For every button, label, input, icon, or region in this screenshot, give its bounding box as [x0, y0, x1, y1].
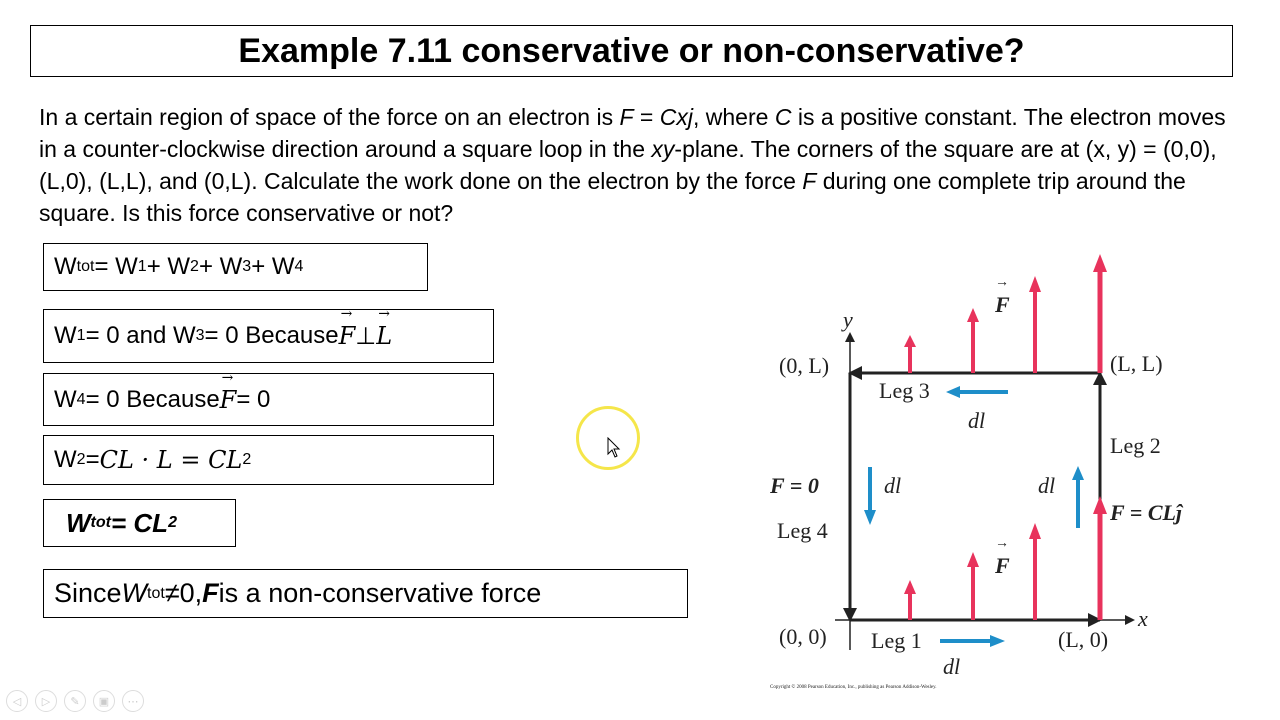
- force-arrowhead: [1093, 496, 1107, 514]
- dl-label-leg4: dl: [884, 473, 902, 498]
- force-label-top: F: [995, 292, 1010, 317]
- equation-w2: [43, 435, 494, 485]
- eq-text: =: [85, 446, 100, 473]
- problem-text: -plane. The corners of the square are at (x, y) = (0,0), (L,0), (L,L), and (0,L). Calculate the work done on the electron by the force: [39, 136, 1217, 194]
- problem-var-Cxj: Cxj: [659, 104, 693, 130]
- conclusion-text: Since: [54, 578, 122, 608]
- eq-sup: 2: [242, 451, 252, 468]
- dl-arrowhead: [946, 386, 960, 398]
- problem-var-C: C: [774, 104, 792, 130]
- eq-sub: tot: [76, 258, 95, 275]
- eq-sup: 2: [168, 514, 177, 531]
- equation-w1-w3: [43, 309, 494, 363]
- conclusion-sub: tot: [147, 584, 165, 602]
- dl-arrowhead: [1072, 466, 1084, 480]
- y-axis-arrowhead: [845, 332, 855, 342]
- force-arrowhead: [967, 308, 979, 322]
- force-label-bottom: F: [995, 553, 1010, 578]
- corner-L-0: (L, 0): [1058, 627, 1109, 652]
- conclusion-text: ≠0,: [164, 578, 203, 608]
- conclusion-var: W: [121, 578, 148, 608]
- problem-var-F: F: [802, 168, 817, 194]
- eq-sub: tot: [90, 514, 111, 531]
- dl-label-leg1: dl: [943, 654, 961, 679]
- vector-F: → F: [339, 322, 356, 350]
- eq-sub: 3: [242, 258, 252, 275]
- eq-text: = W: [94, 253, 138, 280]
- prev-icon[interactable]: ◁: [6, 690, 28, 712]
- eq-text: W: [54, 322, 77, 349]
- dl-arrowhead: [990, 635, 1005, 647]
- eq-math: CL · L = CL: [99, 446, 243, 474]
- conclusion-text: is a non-conservative force: [218, 578, 542, 608]
- vector-L: → L: [376, 322, 392, 350]
- problem-statement: [39, 101, 1239, 229]
- leg-3-label: Leg 3: [879, 378, 930, 403]
- slide-title-box: [30, 25, 1233, 77]
- problem-var-F: F: [619, 104, 634, 130]
- eq-sub: 2: [76, 451, 86, 468]
- eq-text: + W: [251, 253, 295, 280]
- eq-text: = CL: [110, 507, 169, 538]
- equation-total-work: [43, 243, 428, 291]
- equation-w4: [43, 373, 494, 426]
- force-arrowhead: [1029, 276, 1041, 292]
- dl-label-leg2: dl: [1038, 473, 1056, 498]
- corner-0-L: (0, L): [779, 353, 830, 378]
- eq-text: = 0: [236, 385, 271, 413]
- copyright-note: Copyright © 2008 Pearson Education, Inc., publishing as Pearson Addison-Wesley.: [770, 685, 937, 690]
- problem-text: =: [633, 104, 660, 130]
- leg-1-label: Leg 1: [871, 628, 922, 653]
- force-arrowhead: [967, 552, 979, 567]
- eq-text: + W: [198, 253, 243, 280]
- pen-icon[interactable]: ✎: [64, 690, 86, 712]
- force-CLj-label: F = CLĵ: [1110, 500, 1183, 525]
- eq-sub: 1: [137, 258, 147, 275]
- eq-text: = 0 and W: [85, 322, 196, 349]
- slide-title: Example 7.11 conservative or non-conservative?: [238, 31, 1025, 70]
- eq-sub: 4: [76, 390, 86, 408]
- eq-text: W: [66, 507, 91, 538]
- leg-4-label: Leg 4: [777, 518, 828, 543]
- eq-text: = 0 Because: [85, 385, 220, 413]
- force-arrowhead: [904, 580, 916, 594]
- eq-text: W: [54, 446, 77, 473]
- conclusion-var: F: [202, 578, 219, 608]
- problem-text: during one complete trip around the square. Is this force conservative or not?: [39, 168, 1186, 226]
- equation-result: [43, 499, 236, 547]
- conclusion-box: [43, 569, 688, 618]
- force-arrowhead: [1029, 523, 1041, 539]
- corner-L-L: (L, L): [1110, 351, 1163, 376]
- eq-text: ⊥: [355, 322, 377, 350]
- eq-sub: 1: [76, 327, 86, 344]
- eq-sub: 2: [190, 258, 199, 275]
- leg-2-label: Leg 2: [1110, 433, 1161, 458]
- eq-text: + W: [146, 253, 191, 280]
- dl-label-leg3: dl: [968, 408, 986, 433]
- eq-text: W: [54, 385, 77, 413]
- slides-icon[interactable]: ▣: [93, 690, 115, 712]
- y-axis-label: y: [843, 307, 853, 332]
- work-loop-diagram: [760, 250, 1230, 695]
- corner-0-0: (0, 0): [779, 624, 827, 649]
- eq-text: W: [54, 253, 77, 280]
- problem-text: In a certain region of space of the force on an electron is: [39, 104, 620, 130]
- problem-text: , where: [692, 104, 775, 130]
- slideshow-toolbar: [6, 690, 144, 712]
- x-axis-label: x: [1138, 606, 1148, 631]
- mouse-cursor-icon: [607, 437, 621, 459]
- problem-text: is a positive constant. The electron moves in a counter-clockwise direction around a square loop in the: [39, 104, 1226, 162]
- next-icon[interactable]: ▷: [35, 690, 57, 712]
- vector-F: → F: [220, 386, 237, 414]
- x-axis-arrowhead: [1125, 615, 1135, 625]
- force-arrowhead: [904, 335, 916, 347]
- vector-arrow-glyph: →: [995, 536, 1009, 551]
- force-zero-label: F = 0: [770, 473, 819, 498]
- eq-text: = 0 Because: [204, 322, 339, 349]
- more-icon[interactable]: ⋯: [122, 690, 144, 712]
- dl-arrowhead: [864, 510, 876, 525]
- vector-arrow-glyph: →: [995, 275, 1009, 290]
- eq-sub: 4: [294, 258, 304, 275]
- force-arrowhead: [1093, 254, 1107, 272]
- eq-sub: 3: [195, 327, 205, 344]
- problem-var-xy: xy: [651, 136, 675, 162]
